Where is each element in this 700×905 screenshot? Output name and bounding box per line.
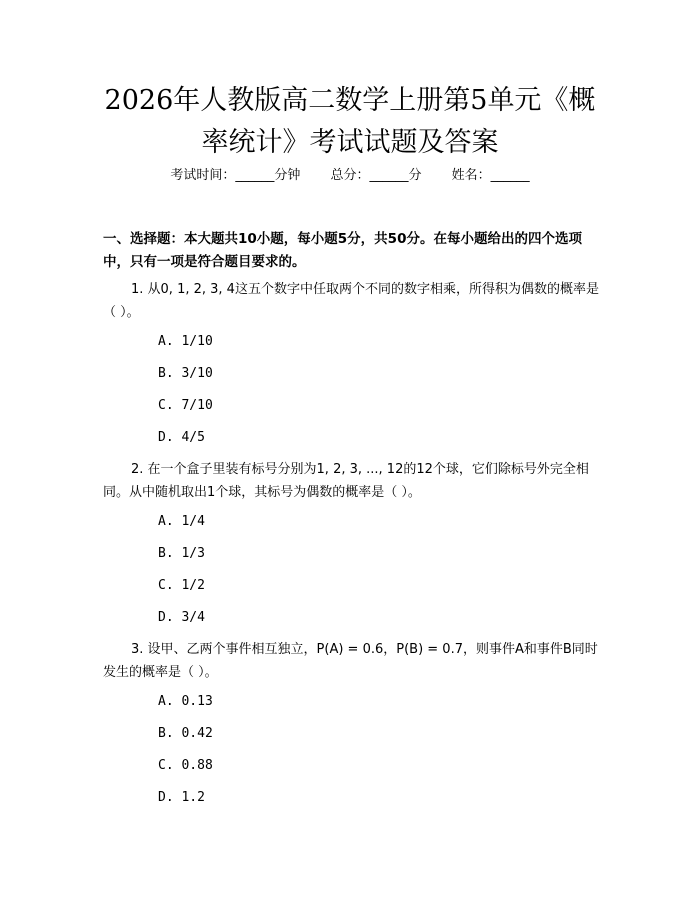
section-heading: 一、选择题：本大题共10小题，每小题5分，共50分。在每小题给出的四个选项中，只有一项是符合题目要求的。 xyxy=(103,231,582,270)
q2-option-a: A. 1/4 xyxy=(158,514,205,529)
q3-option-d: D. 1.2 xyxy=(158,790,205,805)
q3-option-c: C. 0.88 xyxy=(158,758,213,773)
q3-option-b: B. 0.42 xyxy=(158,726,213,741)
q1-option-b: B. 3/10 xyxy=(158,366,213,381)
q2-option-c: C. 1/2 xyxy=(158,578,205,593)
exam-info xyxy=(0,166,700,186)
q1-option-d: D. 4/5 xyxy=(158,430,205,445)
student-name: 姓名：______ xyxy=(451,168,530,183)
total-score: 总分：______分 xyxy=(330,168,422,183)
question-2: 2. 在一个盒子里装有标号分别为1, 2, 3, ..., 12的12个球，它们除标号外完全相同。从中随机取出1个球，其标号为偶数的概率是（ ）。 xyxy=(103,462,589,500)
question-1: 1. 从0, 1, 2, 3, 4这五个数字中任取两个不同的数字相乘，所得积为偶数的概率是（ ）。 xyxy=(103,282,599,320)
exam-time: 考试时间：______分钟 xyxy=(170,168,301,183)
q1-option-a: A. 1/10 xyxy=(158,334,213,349)
q1-option-c: C. 7/10 xyxy=(158,398,213,413)
q3-option-a: A. 0.13 xyxy=(158,694,213,709)
question-3: 3. 设甲、乙两个事件相互独立，P(A) = 0.6，P(B) = 0.7，则事件A和事件B同时发生的概率是（ ）。 xyxy=(103,642,598,680)
q2-option-b: B. 1/3 xyxy=(158,546,205,561)
page-title: 2026年人教版高二数学上册第5单元《概率统计》考试试题及答案 xyxy=(104,85,596,158)
q2-option-d: D. 3/4 xyxy=(158,610,205,625)
